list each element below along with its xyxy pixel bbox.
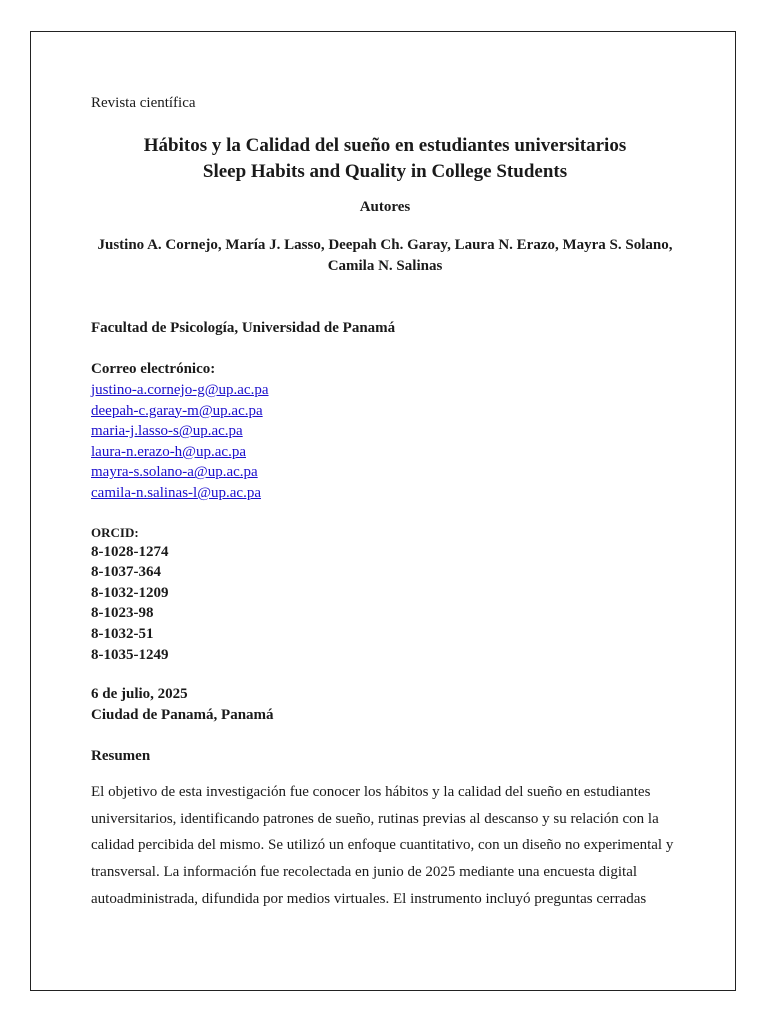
- email-link-cornejo[interactable]: justino-a.cornejo-g@up.ac.pa: [91, 382, 269, 398]
- authors-heading: Autores: [359, 199, 411, 215]
- orcid-item: 8-1032-51: [91, 625, 154, 642]
- document-content: [91, 92, 679, 912]
- email-list: [91, 380, 679, 504]
- email-item: [91, 462, 679, 483]
- email-item: [91, 442, 679, 463]
- orcid-item: 8-1028-1274: [91, 543, 169, 560]
- orcid-list: [91, 542, 679, 666]
- email-link-garay[interactable]: deepah-c.garay-m@up.ac.pa: [91, 402, 263, 419]
- email-link-erazo[interactable]: laura-n.erazo-h@up.ac.pa: [91, 443, 246, 460]
- email-link-lasso[interactable]: maria-j.lasso-s@up.ac.pa: [91, 423, 243, 440]
- email-link-salinas[interactable]: camila-n.salinas-l@up.ac.pa: [91, 484, 261, 501]
- email-item: [91, 483, 679, 504]
- orcid-label: ORCID:: [91, 524, 139, 540]
- affiliation: Facultad de Psicología, Universidad de Panamá: [91, 320, 396, 336]
- publication-date: 6 de julio, 2025: [91, 686, 188, 703]
- email-label: Correo electrónico:: [91, 361, 216, 377]
- email-link-solano[interactable]: mayra-s.solano-a@up.ac.pa: [91, 464, 258, 481]
- document-page: [30, 31, 736, 991]
- orcid-item: 8-1035-1249: [91, 646, 169, 663]
- title-english: Sleep Habits and Quality in College Students: [202, 161, 568, 182]
- date-place-block: [91, 684, 679, 726]
- orcid-item: 8-1023-98: [91, 605, 154, 622]
- title-spanish: Hábitos y la Calidad del sueño en estudiantes universitarios: [143, 135, 627, 156]
- orcid-item: 8-1032-1209: [91, 584, 169, 601]
- publication-place: Ciudad de Panamá, Panamá: [91, 707, 274, 724]
- authors-list: Justino A. Cornejo, María J. Lasso, Deepah Ch. Garay, Laura N. Erazo, Mayra S. Solano, Camila N. Salinas: [97, 237, 673, 274]
- email-item: [91, 401, 679, 422]
- orcid-item: 8-1037-364: [91, 564, 161, 581]
- email-item: [91, 421, 679, 442]
- email-item: [91, 380, 679, 401]
- journal-name: Revista científica: [91, 95, 196, 111]
- abstract-text: El objetivo de esta investigación fue conocer los hábitos y la calidad del sueño en estudiantes universitarios, identificando patrones de sueño, rutinas previas al descanso y su relación con la calidad percibida del mismo. Se utilizó un enfoque cuantitativo, con un diseño no experimental y transversal. La información fue recolectada en junio de 2025 mediante una encuesta digital autoadministrada, difundida por medios virtuales. El instrumento incluyó preguntas cerradas: [91, 784, 674, 907]
- abstract-heading: Resumen: [91, 748, 151, 765]
